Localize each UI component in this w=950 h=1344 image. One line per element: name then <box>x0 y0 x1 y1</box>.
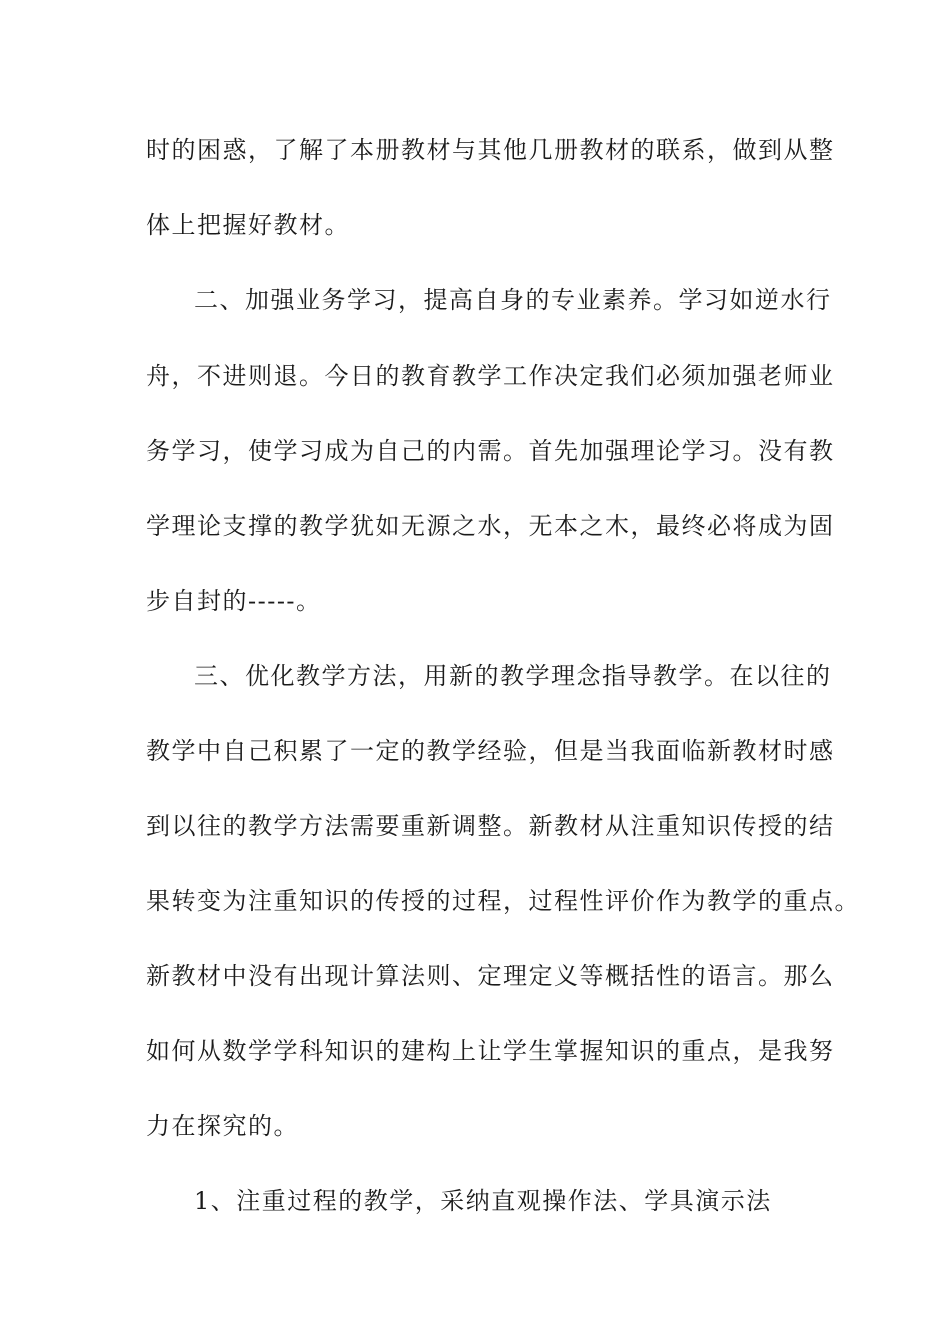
paragraph-line: 体上把握好教材。 <box>146 211 350 239</box>
paragraph-line: 如何从数学学科知识的建构上让学生掌握知识的重点，是我努 <box>146 1037 835 1065</box>
paragraph-line: 果转变为注重知识的传授的过程，过程性评价作为教学的重点。 <box>146 887 860 915</box>
paragraph-line: 新教材中没有出现计算法则、定理定义等概括性的语言。那么 <box>146 962 835 990</box>
paragraph-line: 力在探究的。 <box>146 1112 299 1140</box>
paragraph-line: 学理论支撑的教学犹如无源之水，无本之木，最终必将成为固 <box>146 512 835 540</box>
paragraph-line: 舟，不进则退。今日的教育教学工作决定我们必须加强老师业 <box>146 362 835 390</box>
paragraph-line: 到以往的教学方法需要重新调整。新教材从注重知识传授的结 <box>146 812 835 840</box>
section-heading-line: 二、加强业务学习，提高自身的专业素养。学习如逆水行 <box>194 286 832 314</box>
paragraph-line: 步自封的-----。 <box>146 587 322 615</box>
list-item-line: 1、注重过程的教学，采纳直观操作法、学具演示法 <box>194 1187 772 1215</box>
paragraph-line: 时的困惑，了解了本册教材与其他几册教材的联系，做到从整 <box>146 136 835 164</box>
paragraph-line: 教学中自己积累了一定的教学经验，但是当我面临新教材时感 <box>146 737 835 765</box>
section-heading-line: 三、优化教学方法，用新的教学理念指导教学。在以往的 <box>194 662 832 690</box>
paragraph-line: 务学习，使学习成为自己的内需。首先加强理论学习。没有教 <box>146 437 835 465</box>
